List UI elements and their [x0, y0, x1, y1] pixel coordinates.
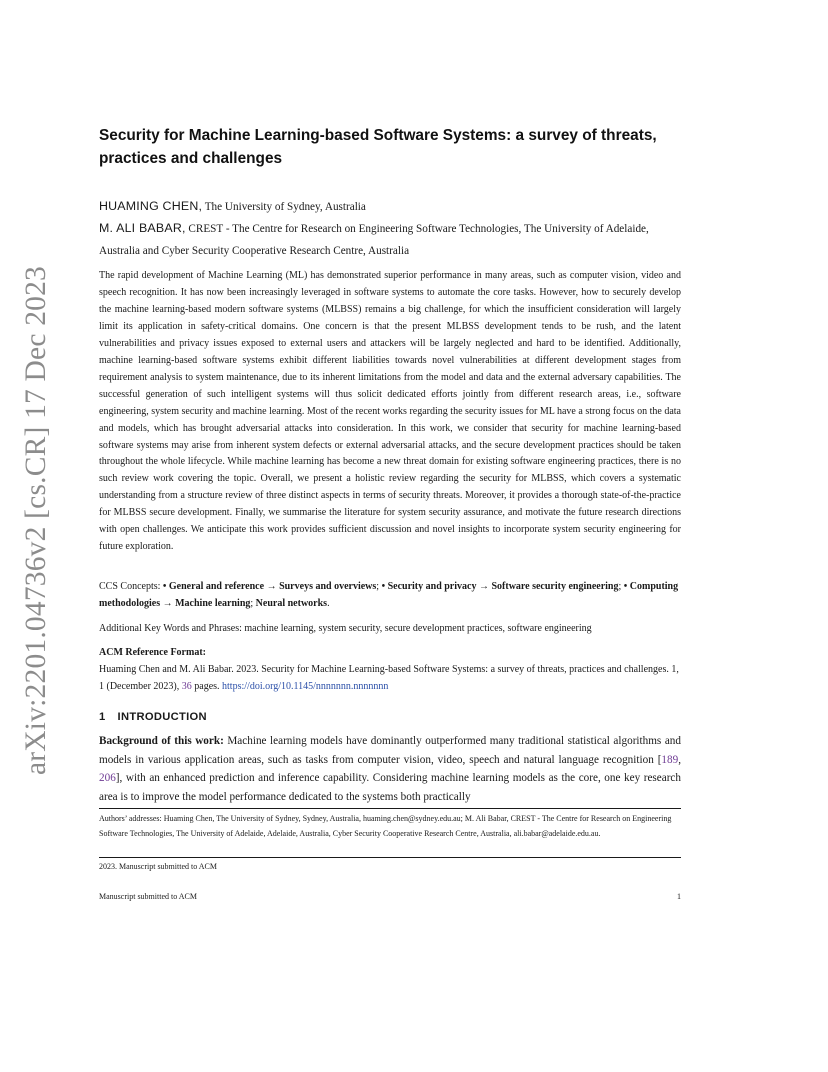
- author-name: M. ALI BABAR,: [99, 221, 186, 235]
- footnote-bottom-divider: [99, 857, 681, 858]
- author-2: [99, 217, 681, 262]
- arxiv-identifier: arXiv:2201.04736v2 [cs.CR] 17 Dec 2023: [20, 265, 53, 775]
- acm-reference-pages-label: pages.: [191, 681, 223, 692]
- section-heading: [99, 709, 207, 725]
- abstract: The rapid development of Machine Learning (ML) has demonstrated superior performance in many areas, such as computer vision, video and speech recognition. It has now been increasingly leveraged in software systems to automate the core tasks. However, how to securely develop the machine learning-based modern software systems (MLBSS) remains a big challenge, for which the insufficient consideration will largely limit its application in safety-critical domains. One concern is that the present MLBSS development tends to be rush, and the latent vulnerabilities and privacy issues exposed to external users and attackers will be largely neglected and hard to be identified. Additionally, machine learning-based software systems exhibit different liabilities towards novel vulnerabilities at different development stages from requirement analysis to system maintenance, due to its inherent limitations from the model and data and the external adversary capabilities. The successful generation of such intelligent systems will thus solicit dedicated efforts jointly from different research areas, i.e., software engineering, system security and machine learning. Most of the recent works regarding the security issues for ML have a strong focus on the data and models, which has brought adversarial attacks into consideration. In this work, we consider that security for machine learning-based software systems may arise from inherent system defects or external adversarial attacks, and the secure development practices should be taken throughout the whole lifecycle. While machine learning has become a new threat domain for existing software engineering practices, there is no such review work covering the topic. Overall, we present a holistic review regarding the security for MLBSS, which covers a systematic understanding from a structure review of three distinct aspects in terms of security threats. Moreover, it provides a thorough state-of-the-practice for MLBSS secure development. Finally, we summarise the literature for system security assurance, and motivate the future research directions with open challenges. We anticipate this work provides sufficient discussion and novel insights to incorporate system security engineering for future exploration.: [99, 270, 681, 553]
- doi-link[interactable]: https://doi.org/10.1145/nnnnnnn.nnnnnnn: [222, 681, 389, 692]
- citation-link[interactable]: 206: [99, 772, 116, 785]
- intro-text: Machine learning models have dominantly outperformed many traditional statistical algorithms and models in various application areas, such as tasks from computer vision, video, speech and natural language recognition [: [99, 735, 681, 766]
- author-affiliation: The University of Sydney, Australia: [204, 201, 366, 213]
- intro-lead: Background of this work:: [99, 735, 224, 747]
- ccs-item: • General and reference → Surveys and overviews: [162, 581, 377, 592]
- running-footer: Manuscript submitted to ACM: [99, 892, 197, 901]
- section-title: INTRODUCTION: [117, 711, 207, 723]
- intro-text: ], with an enhanced prediction and inference capability. Considering machine learning models as the core, one key research area is to improve the model performance dedicated to the systems both practically: [99, 772, 681, 804]
- arxiv-side-stamp: [14, 265, 60, 775]
- acm-reference-heading: ACM Reference Format:: [99, 647, 206, 658]
- ccs-label: CCS Concepts:: [99, 581, 163, 592]
- author-affiliation: CREST - The Centre for Research on Engineering Software Technologies, The University of Adelaide, Australia and Cyber Security Cooperative Research Centre, Australia: [99, 223, 649, 257]
- acm-reference-text: Huaming Chen and M. Ali Babar. 2023. Security for Machine Learning-based Software Systems: a survey of threats, practices and challenges. 1, 1 (December 2023),: [99, 664, 679, 692]
- keywords: Additional Key Words and Phrases: machine learning, system security, secure development practices, software engineering: [99, 623, 592, 634]
- author-name: HUAMING CHEN,: [99, 199, 203, 213]
- ccs-item: • Computing methodologies → Machine learning: [99, 581, 679, 609]
- ccs-item: Neural networks: [255, 598, 328, 609]
- paper-title: Security for Machine Learning-based Software Systems: a survey of threats, practices and challenges: [99, 127, 657, 167]
- citation-link[interactable]: 189: [661, 753, 679, 766]
- copyright-note: 2023. Manuscript submitted to ACM: [99, 862, 217, 871]
- author-addresses-footnote: Authors’ addresses: Huaming Chen, The University of Sydney, Sydney, Australia, huaming.chen@sydney.edu.au; M. Ali Babar, CREST - The Centre for Research on Engineering Software Technologies, The University of Adelaide, Adelaide, Australia, Cyber Security Cooperative Research Centre, Australia, ali.babar@adelaide.edu.au.: [99, 814, 672, 838]
- footnote-divider: [99, 808, 681, 809]
- author-1: [99, 195, 681, 218]
- page-count-link[interactable]: 36: [181, 681, 192, 692]
- intro-paragraph: [99, 732, 681, 807]
- acm-reference: [99, 661, 681, 695]
- citation-separator: ,: [678, 753, 681, 766]
- ccs-concepts: CCS Concepts: • General and reference → Surveys and overviews; • Security and privacy → Software security engineering; • Computing methodologies → Machine learning; Neural networks.: [99, 581, 679, 609]
- ccs-item: • Security and privacy → Software security engineering: [381, 581, 619, 592]
- section-number: 1: [99, 711, 106, 723]
- page-number: 1: [677, 892, 681, 901]
